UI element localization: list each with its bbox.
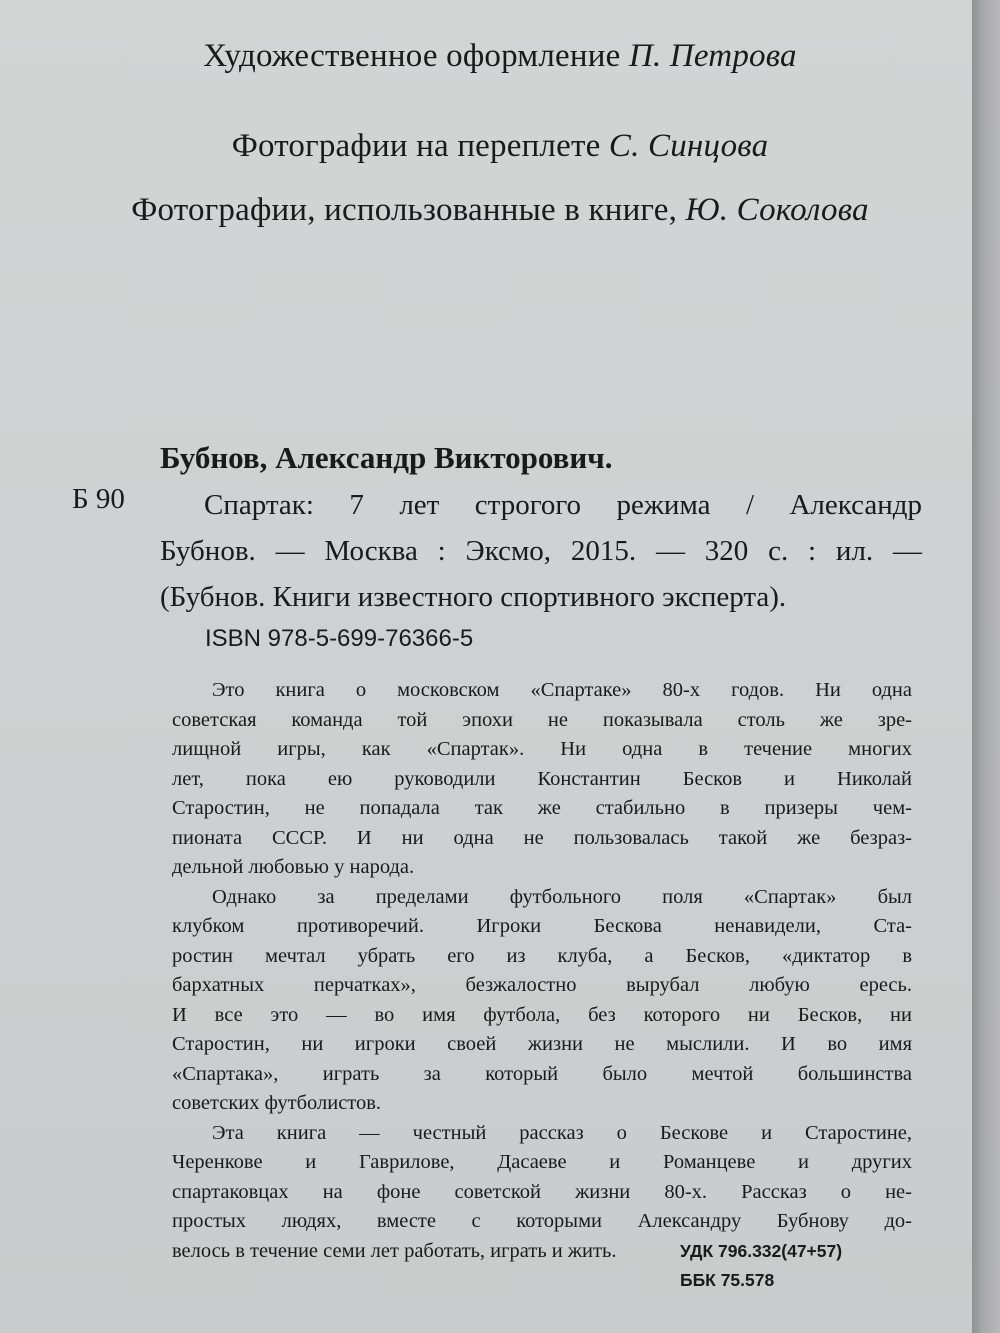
abstract-line: советская команда той эпохи не показывала столь же зре- — [172, 708, 912, 731]
abstract-line: пионата СССР. И ни одна не пользовалась такой же безраз- — [172, 826, 912, 849]
abstract-line: И все это — во имя футбола, без которого ни Бесков, ни — [172, 1003, 912, 1026]
credit-design — [0, 38, 1000, 75]
credit-name: П. Петрова — [628, 38, 797, 74]
bib-line: Бубнов. — Москва : Эксмо, 2015. — 320 с. : ил. — — [160, 535, 922, 567]
abstract-text — [172, 676, 912, 1266]
abstract-line: ростин мечтал убрать его из клуба, а Бесков, «диктатор в — [172, 944, 912, 967]
isbn: ISBN 978-5-699-76366-5 — [205, 625, 474, 652]
abstract-line: Старостин, не попадала так же стабильно в призеры чем- — [172, 797, 912, 819]
credit-book-photos — [0, 192, 1000, 229]
author-heading: Бубнов, Александр Викторович. — [160, 440, 613, 475]
abstract-line: клубком противоречий. Игроки Бескова ненавидели, Ста- — [172, 915, 912, 937]
abstract-line: советских футболистов. — [172, 1092, 382, 1114]
abstract-line: лет, пока ею руководили Константин Бесков и Николай — [172, 767, 912, 790]
bibliographic-record — [160, 482, 922, 620]
classification-codes — [680, 1237, 842, 1295]
abstract-line: Старостин, ни игроки своей жизни не мыслили. И во имя — [172, 1033, 912, 1055]
abstract-line: Однако за пределами футбольного поля «Спартак» был — [212, 885, 912, 908]
credit-name: С. Синцова — [608, 128, 769, 164]
page-edge — [972, 0, 1000, 1333]
author-sign-code: Б 90 — [72, 483, 125, 515]
bib-line: (Бубнов. Книги известного спортивного эксперта). — [160, 581, 787, 613]
abstract-line: Это книга о московском «Спартаке» 80-х годов. Ни одна — [212, 679, 912, 701]
abstract-line: спартаковцах на фоне советской жизни 80-х. Рассказ о не- — [172, 1180, 912, 1203]
credit-label: Художественное оформление — [203, 38, 621, 74]
abstract-line: Эта книга — честный рассказ о Бескове и Старостине, — [212, 1121, 912, 1144]
credit-label: Фотографии на переплете — [231, 128, 601, 164]
abstract-line: Черенкове и Гаврилове, Дасаеве и Романцеве и других — [172, 1151, 912, 1173]
abstract-line: велось в течение семи лет работать, играть и жить. — [172, 1239, 617, 1262]
bib-line: Спартак: 7 лет строгого режима / Александр — [204, 489, 922, 521]
abstract-line: «Спартака», играть за который было мечтой большинства — [172, 1062, 912, 1085]
abstract-line: дельной любовью у народа. — [172, 856, 415, 878]
credit-cover-photos — [0, 128, 1000, 165]
bbk-code: ББК 75.578 — [680, 1270, 775, 1290]
udk-code: УДК 796.332(47+57) — [680, 1241, 843, 1261]
abstract-line: лищной игры, как «Спартак». Ни одна в течение многих — [172, 738, 912, 760]
credit-label: Фотографии, использованные в книге, — [131, 192, 678, 228]
credit-name: Ю. Соколова — [685, 192, 869, 228]
abstract-line: простых людях, вместе с которыми Александру Бубнову до- — [172, 1210, 912, 1232]
abstract-line: бархатных перчатках», безжалостно вырубал любую ересь. — [172, 974, 912, 996]
